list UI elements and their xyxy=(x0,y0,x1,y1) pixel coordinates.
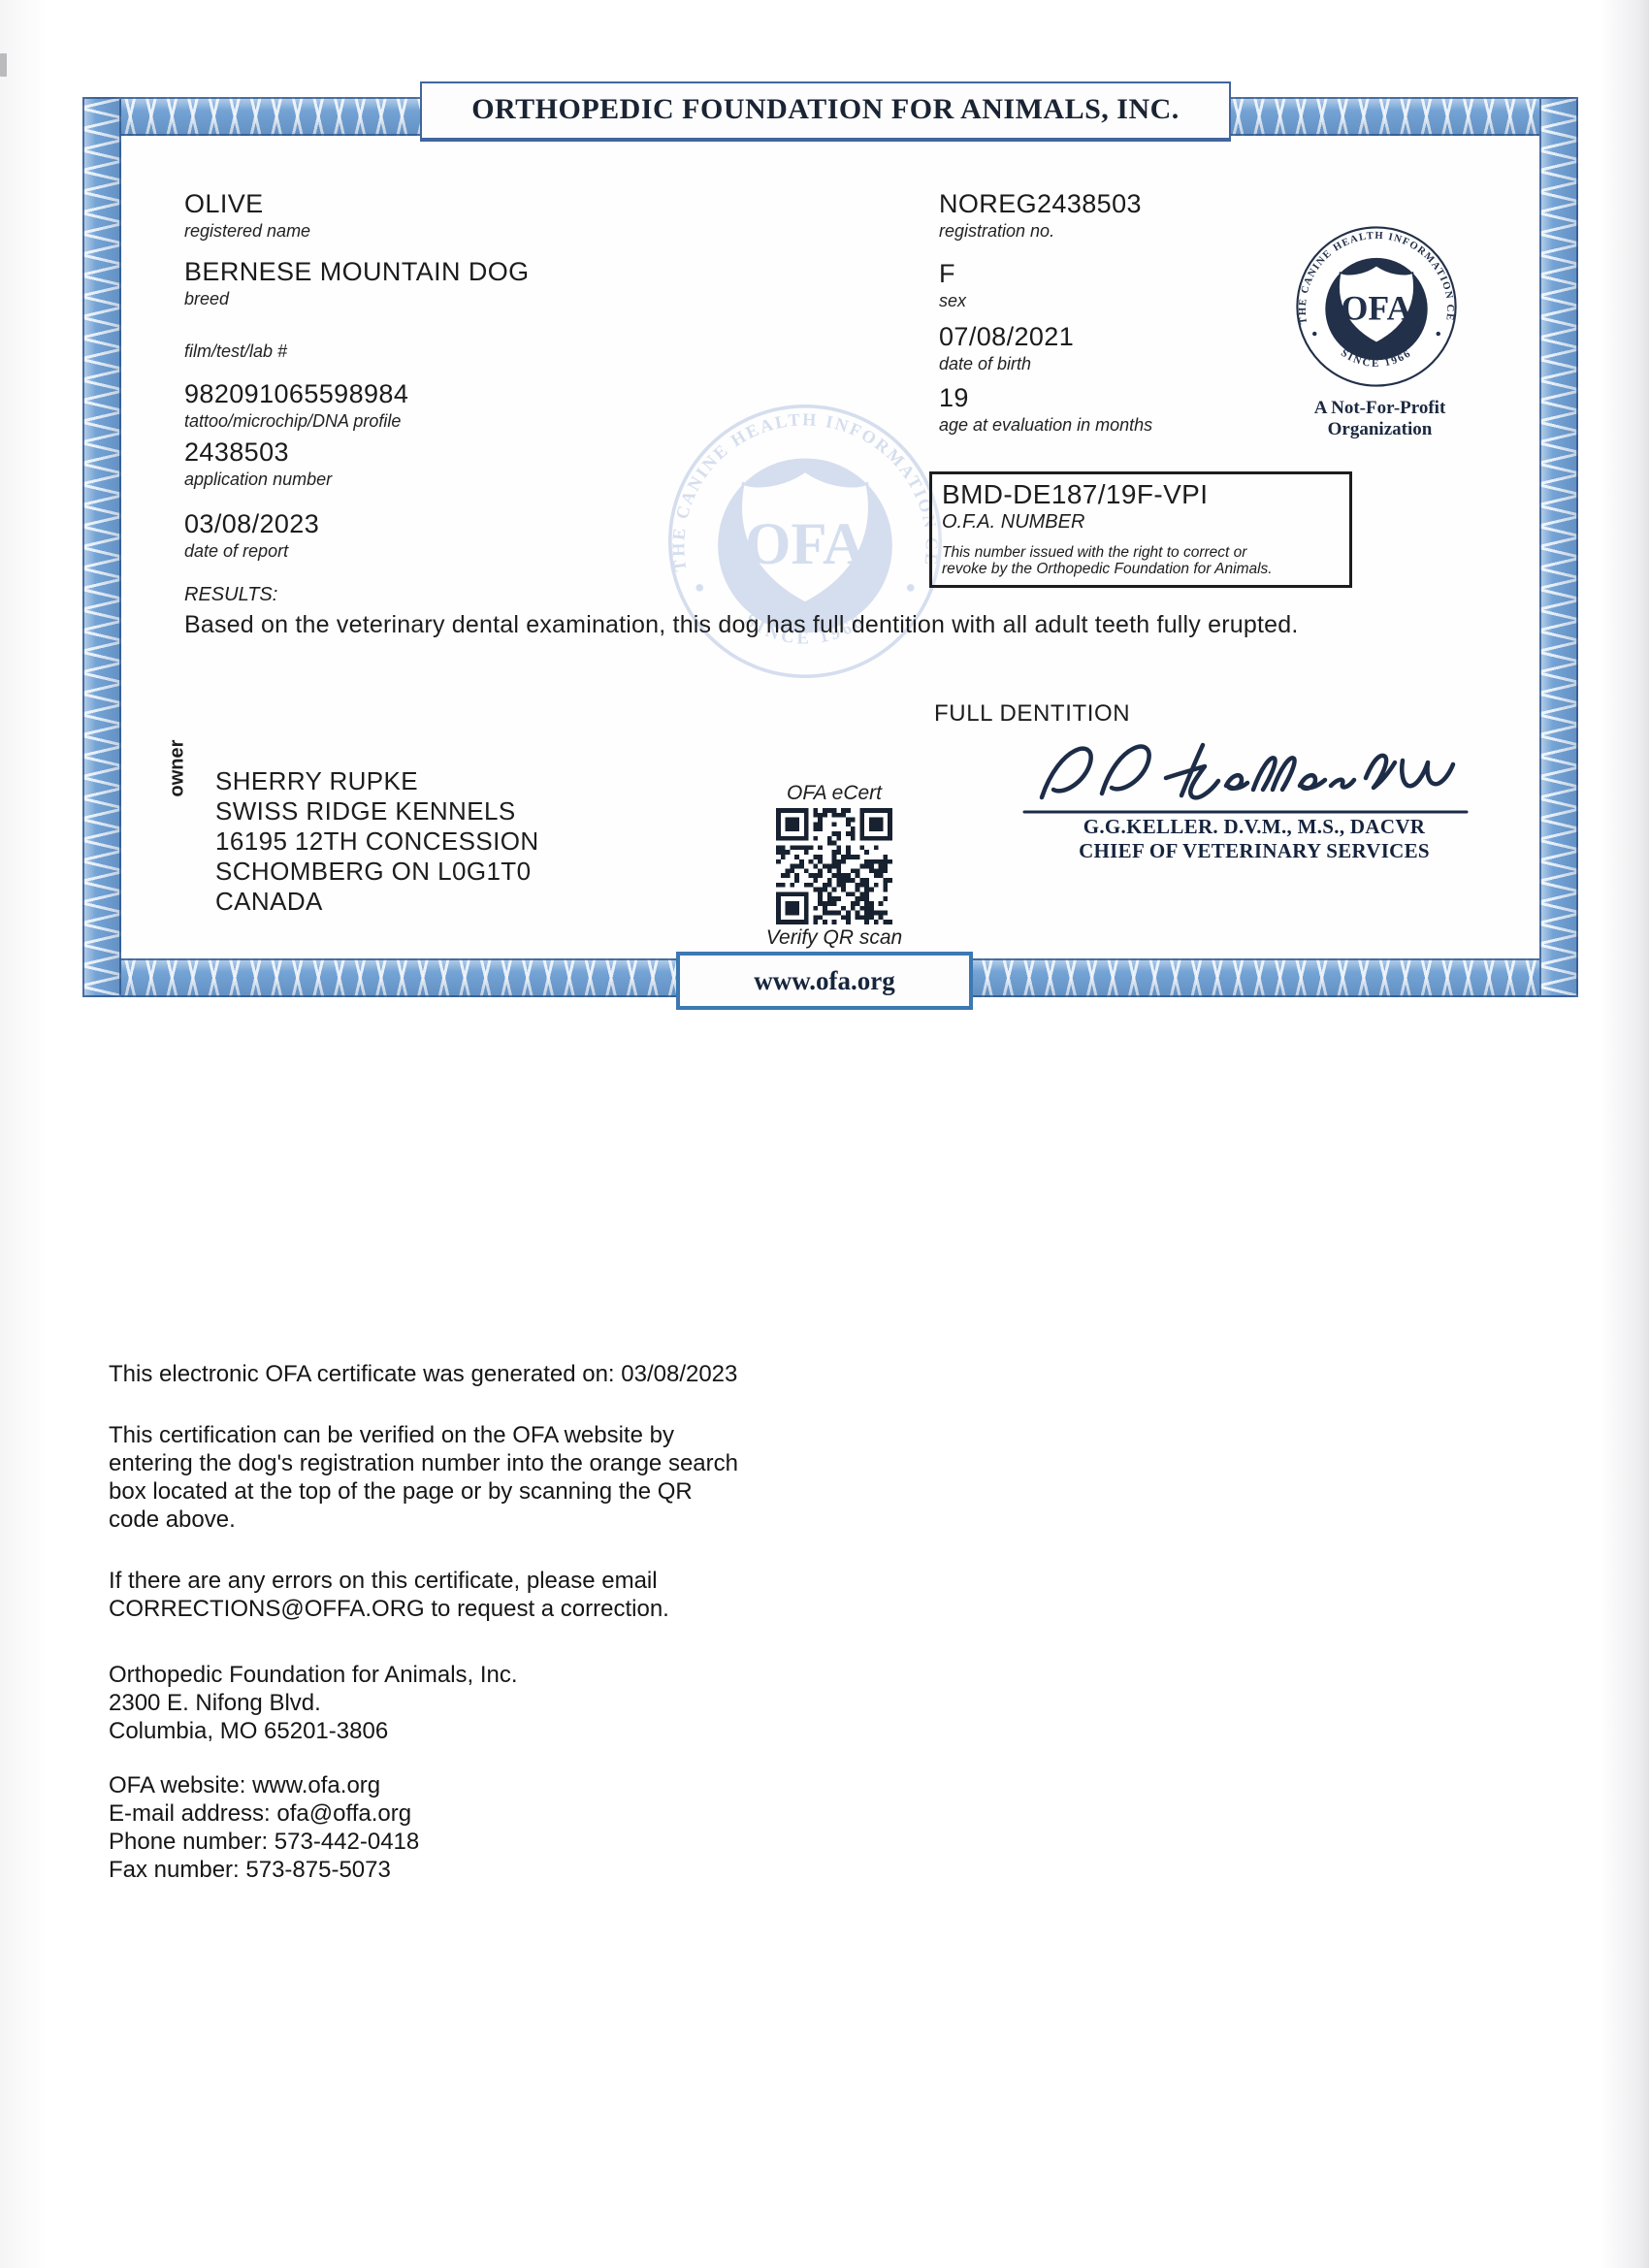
ofa-number-label: O.F.A. NUMBER xyxy=(942,511,1085,533)
field-date-of-birth xyxy=(939,323,1074,373)
ofa-seal-watermark xyxy=(664,401,946,682)
date-of-birth-value: 07/08/2021 xyxy=(939,322,1075,351)
verification-line: code above. xyxy=(109,1507,236,1533)
field-age-at-evaluation xyxy=(939,384,1152,435)
signature xyxy=(1020,735,1471,818)
owner-label: owner xyxy=(166,739,188,797)
corrections-paragraph xyxy=(109,1567,826,1623)
verification-line: This certification can be verified on the OFA website by xyxy=(109,1422,674,1448)
registered-name-label: registered name xyxy=(184,221,311,241)
signatory-name: G.G.KELLER. D.V.M., M.S., DACVR xyxy=(1083,815,1426,838)
field-film-test-lab xyxy=(184,341,287,361)
ofa-number: BMD-DE187/19F-VPI xyxy=(942,479,1209,509)
results-text: Based on the veterinary dental examination, this dog has full dentition with all adult teeth fully erupted. xyxy=(184,611,1299,638)
results-rating: FULL DENTITION xyxy=(934,700,1131,727)
qr-top-label: OFA eCert xyxy=(786,782,883,804)
registration-no-label: registration no. xyxy=(939,221,1055,241)
verification-line: entering the dog's registration number into the orange search xyxy=(109,1450,738,1476)
contact-phone: Phone number: 573-442-0418 xyxy=(109,1829,420,1855)
owner-street: 16195 12TH CONCESSION xyxy=(215,826,539,856)
signatory-title: CHIEF OF VETERINARY SERVICES xyxy=(1079,839,1430,862)
contact-website: OFA website: www.ofa.org xyxy=(109,1772,381,1798)
ofa-seal xyxy=(1294,224,1459,389)
ofa-number-note xyxy=(942,544,1340,577)
results-label: RESULTS: xyxy=(184,584,278,605)
org-name: Orthopedic Foundation for Animals, Inc. xyxy=(109,1662,518,1688)
contact-block xyxy=(109,1771,826,1884)
registered-name-value: OLIVE xyxy=(184,189,264,218)
breed-value: BERNESE MOUNTAIN DOG xyxy=(184,257,530,286)
field-application-number xyxy=(184,438,332,489)
ofa-number-note-line1: This number issued with the right to correct or xyxy=(942,544,1247,561)
signatory-block xyxy=(1046,815,1463,863)
field-registered-name xyxy=(184,190,310,241)
owner-city: SCHOMBERG ON L0G1T0 xyxy=(215,857,532,886)
qr-bottom-label: Verify QR scan xyxy=(765,926,903,949)
field-tattoo-microchip xyxy=(184,380,408,431)
field-date-of-report xyxy=(184,510,319,561)
corrections-line: CORRECTIONS@OFFA.ORG to request a correction. xyxy=(109,1596,669,1622)
date-of-birth-label: date of birth xyxy=(939,354,1032,373)
registration-no-value: NOREG2438503 xyxy=(939,189,1142,218)
owner-kennel: SWISS RIDGE KENNELS xyxy=(215,796,516,826)
tattoo-value: 982091065598984 xyxy=(184,379,409,408)
verification-paragraph xyxy=(109,1421,826,1534)
contact-fax: Fax number: 573-875-5073 xyxy=(109,1857,391,1883)
ofa-number-note-line2: revoke by the Orthopedic Foundation for Animals. xyxy=(942,561,1273,577)
application-number-label: application number xyxy=(184,470,333,489)
breed-label: breed xyxy=(184,289,230,308)
field-sex xyxy=(939,260,966,310)
org-city: Columbia, MO 65201-3806 xyxy=(109,1718,389,1744)
owner-name: SHERRY RUPKE xyxy=(215,766,419,795)
date-of-report-label: date of report xyxy=(184,541,289,561)
website-box: www.ofa.org xyxy=(676,952,973,1010)
verification-line: box located at the top of the page or by scanning the QR xyxy=(109,1478,693,1505)
age-value: 19 xyxy=(939,383,969,412)
sex-label: sex xyxy=(939,291,967,310)
qr-block xyxy=(755,782,914,950)
contact-email: E-mail address: ofa@offa.org xyxy=(109,1800,412,1827)
seal-tagline: A Not-For-Profit Organization xyxy=(1313,398,1446,439)
org-address xyxy=(109,1661,826,1745)
owner-country: CANADA xyxy=(215,887,323,916)
corrections-line: If there are any errors on this certificate, please email xyxy=(109,1568,658,1594)
org-street: 2300 E. Nifong Blvd. xyxy=(109,1690,321,1716)
certificate-border-right xyxy=(1539,97,1578,997)
sex-value: F xyxy=(939,259,955,288)
date-of-report-value: 03/08/2023 xyxy=(184,509,320,538)
tattoo-label: tattoo/microchip/DNA profile xyxy=(184,411,402,431)
qr-code xyxy=(776,808,892,924)
ofa-number-box xyxy=(929,471,1352,588)
certificate-title: ORTHOPEDIC FOUNDATION FOR ANIMALS, INC. xyxy=(420,81,1231,142)
owner-address xyxy=(215,766,539,917)
age-label: age at evaluation in months xyxy=(939,415,1153,435)
film-test-lab-label: film/test/lab # xyxy=(184,341,288,361)
application-number-value: 2438503 xyxy=(184,437,289,467)
field-registration-no xyxy=(939,190,1142,241)
certificate-border-left xyxy=(82,97,121,997)
generated-line: This electronic OFA certificate was generated on: 03/08/2023 xyxy=(109,1361,738,1387)
scan-artifact xyxy=(0,53,7,77)
field-breed xyxy=(184,258,530,308)
